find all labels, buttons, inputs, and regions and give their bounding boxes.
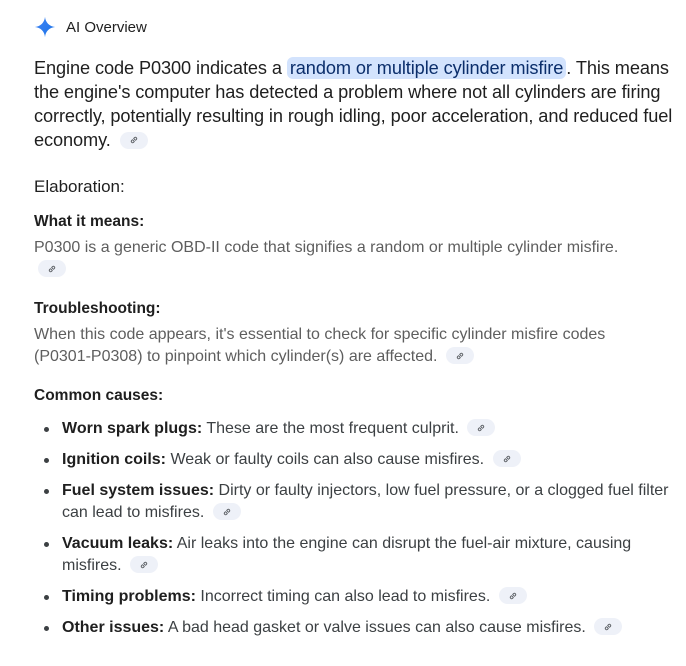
intro-text-start: Engine code P0300 indicates a: [34, 58, 287, 78]
source-link-button[interactable]: [213, 503, 241, 520]
cause-text: Incorrect timing can also lead to misfires.: [195, 588, 491, 605]
link-icon: [47, 264, 57, 274]
what-it-means-paragraph: [34, 237, 654, 281]
cause-label: Worn spark plugs:: [62, 420, 203, 437]
list-item: [34, 617, 682, 639]
source-link-button[interactable]: [446, 347, 474, 364]
bullet-icon: [44, 458, 49, 463]
what-it-means-text: P0300 is a generic OBD-II code that signifies a random or multiple cylinder misfire.: [34, 239, 619, 256]
list-item: [34, 480, 682, 524]
cause-label: Ignition coils:: [62, 451, 166, 468]
intro-text-end: . This means the engine's computer has detected a problem where not all cylinders are firing correctly, potentially resulting in rough idling, poor acceleration, and reduced fuel economy.: [34, 58, 673, 150]
cause-text: Weak or faulty coils can also cause misfires.: [166, 451, 485, 468]
cause-text: Air leaks into the engine can disrupt the fuel-air mixture, causing misfires.: [62, 535, 632, 574]
common-causes-list: [34, 418, 669, 639]
source-link-button[interactable]: [130, 556, 158, 573]
ai-overview-header: [34, 14, 660, 40]
highlighted-phrase: random or multiple cylinder misfire: [287, 57, 566, 79]
cause-label: Vacuum leaks:: [62, 535, 174, 552]
link-icon: [129, 135, 139, 145]
bullet-icon: [44, 626, 49, 631]
bullet-icon: [44, 542, 49, 547]
link-icon: [455, 351, 465, 361]
cause-label: Other issues:: [62, 619, 165, 636]
bullet-icon: [44, 595, 49, 600]
what-it-means-heading: What it means:: [34, 213, 145, 230]
bullet-icon: [44, 489, 49, 494]
cause-label: Timing problems:: [62, 588, 196, 605]
list-item: [34, 586, 682, 608]
source-link-button[interactable]: [38, 260, 66, 277]
troubleshooting-paragraph: [34, 324, 654, 368]
link-icon: [502, 454, 512, 464]
list-item: [34, 418, 682, 440]
bullet-icon: [44, 427, 49, 432]
list-item: [34, 449, 682, 471]
source-link-button[interactable]: [493, 450, 521, 467]
elaboration-heading: Elaboration:: [34, 177, 125, 196]
source-link-button[interactable]: [467, 419, 495, 436]
link-icon: [476, 423, 486, 433]
source-link-button[interactable]: [594, 618, 622, 635]
link-icon: [222, 507, 232, 517]
common-causes-heading: Common causes:: [34, 387, 164, 404]
cause-text: These are the most frequent culprit.: [202, 420, 459, 437]
link-icon: [139, 560, 149, 570]
source-link-button[interactable]: [499, 587, 527, 604]
list-item: [34, 533, 682, 577]
cause-label: Fuel system issues:: [62, 482, 215, 499]
intro-paragraph: [34, 56, 674, 152]
cause-text: A bad head gasket or valve issues can also cause misfires.: [164, 619, 586, 636]
source-link-button[interactable]: [120, 132, 148, 149]
ai-overview-title: AI Overview: [66, 18, 147, 36]
cause-text: Dirty or faulty injectors, low fuel pressure, or a clogged fuel filter can lead to misfires.: [62, 482, 669, 521]
troubleshooting-text: When this code appears, it's essential to check for specific cylinder misfire codes (P0301-P0308) to pinpoint which cylinder(s) are affected.: [34, 326, 606, 365]
link-icon: [603, 622, 613, 632]
link-icon: [508, 591, 518, 601]
sparkle-icon: [34, 16, 56, 38]
troubleshooting-heading: Troubleshooting:: [34, 300, 161, 317]
